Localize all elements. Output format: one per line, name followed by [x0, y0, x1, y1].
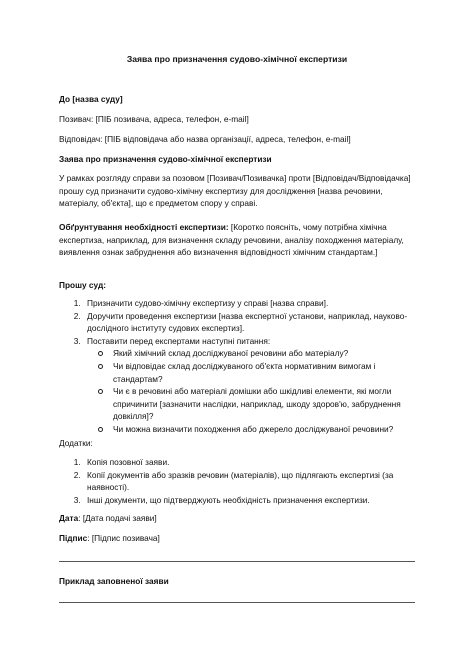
- attachment-item: 1. Копія позовної заяви.: [83, 456, 418, 469]
- plaintiff-line: Позивач: [ПІБ позивача, адреса, телефон, e-mail]: [59, 114, 249, 124]
- attachment-item: 3. Інші документи, що підтверджують необхідність призначення експертизи.: [83, 494, 418, 507]
- intro-paragraph: У рамках розгляду справи за позовом [Позивач/Позивачка] проти [Відповідач/Відповідачка] прошу суд призначити судово-хімічну експертизу для дослідження [назва речовини, матеріалу, об'єкта], що є предметом спору у справі.: [59, 173, 411, 209]
- date-line: [59, 512, 418, 525]
- request-heading: Прошу суд:: [59, 280, 106, 290]
- signature-label: Підпис: [59, 533, 88, 543]
- request-list-block: [59, 297, 418, 436]
- question-item: Який хімічний склад досліджуваної речовини або матеріалу?: [109, 347, 418, 360]
- justification-paragraph: [59, 221, 418, 259]
- court-line: До [назва суду]: [59, 94, 123, 104]
- attachment-item: 2. Копії документів або зразків речовин (матеріалів), що підлягають експертизі (за наявності).: [83, 469, 418, 494]
- signature-line: [59, 532, 418, 545]
- question-item: Чи є в речовині або матеріалі домішки або шкідливі елементи, які могли спричинити [зазначити наслідки, наприклад, шкоду здоров'ю, забруднення довкілля]?: [109, 385, 418, 423]
- request-list: [59, 297, 418, 436]
- attachments-list: [59, 456, 418, 506]
- divider: [59, 561, 415, 562]
- request-item: 2. Доручити проведення експертизи [назва експертної установи, наприклад, науково-дослідного інституту судових експертиз].: [83, 310, 418, 335]
- justification-label: Обґрунтування необхідності експертизи:: [59, 222, 229, 232]
- example-heading: Приклад заповненої заяви: [59, 576, 169, 586]
- date-value: : [Дата подачі заяви]: [78, 513, 157, 523]
- justification-text: [Коротко поясніть, чому потрібна хімічна експертиза, наприклад, для визначення складу речовини, аналізу походження матеріалу, виявлення ознак забруднення або визначення відповідності хімічним стандартам.]: [59, 222, 404, 258]
- divider: [59, 602, 415, 603]
- attachments-list-block: [59, 456, 418, 506]
- section-heading: Заява про призначення судово-хімічної експертизи: [59, 154, 272, 164]
- question-item: Чи відповідає склад досліджуваного об'єкта нормативним вимогам і стандартам?: [109, 360, 418, 385]
- request-item: [83, 335, 418, 436]
- request-item: 1. Призначити судово-хімічну експертизу у справі [назва справи].: [83, 297, 418, 310]
- question-item: Чи можна визначити походження або джерело досліджуваної речовини?: [109, 423, 418, 436]
- question-list: [87, 347, 418, 435]
- date-label: Дата: [59, 513, 79, 523]
- document-title: Заява про призначення судово-хімічної експертизи: [126, 54, 348, 64]
- signature-value: : [Підпис позивача]: [87, 533, 160, 543]
- request-item-text: Поставити перед експертами наступні питання:: [87, 335, 271, 346]
- attachments-heading: Додатки:: [59, 438, 93, 448]
- defendant-line: Відповідач: [ПІБ відповідача або назва організації, адреса, телефон, e-mail]: [59, 134, 351, 144]
